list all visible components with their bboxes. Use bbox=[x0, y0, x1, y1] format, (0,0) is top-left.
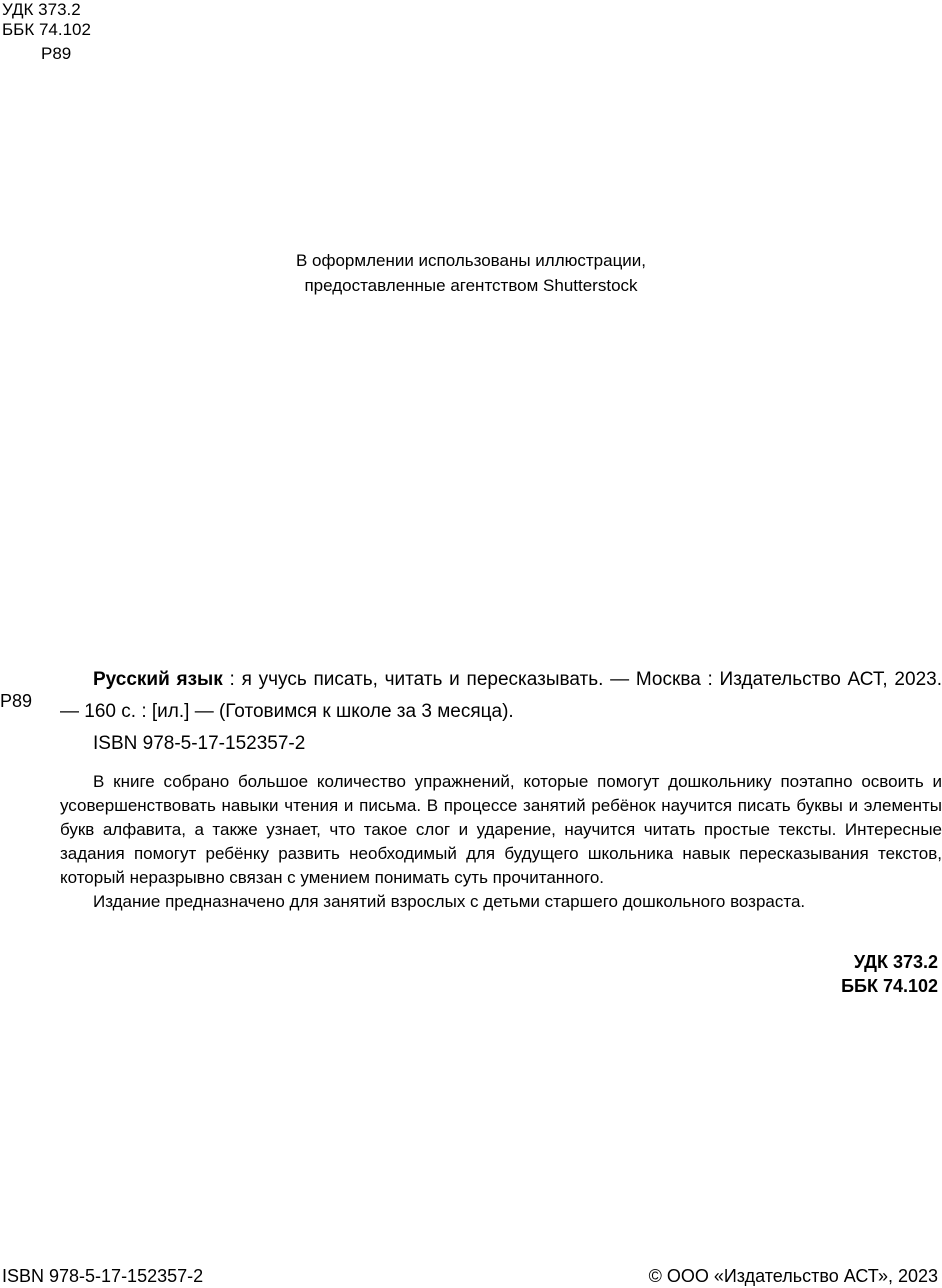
bibliographic-description bbox=[60, 664, 942, 728]
copyright-notice: © ООО «Издательство АСТ», 2023 bbox=[648, 1266, 938, 1286]
udk-code-bold: УДК 373.2 bbox=[853, 952, 938, 972]
book-annotation bbox=[60, 770, 942, 914]
illustration-credits bbox=[0, 248, 942, 298]
book-title: Русский язык bbox=[93, 669, 223, 690]
isbn-line: ISBN 978-5-17-152357-2 bbox=[93, 733, 306, 754]
bbk-code-bold: ББК 74.102 bbox=[841, 976, 938, 996]
bibliographic-record bbox=[60, 664, 942, 760]
udk-code: УДК 373.2 bbox=[2, 0, 81, 19]
credits-line-1: В оформлении использованы иллюстрации, bbox=[295, 251, 647, 270]
annotation-paragraph-1: В книге собрано большое количество упражнений, которые помогут дошкольнику поэтапно освоить и усовершенствовать навыки чтения и письма. В процессе занятий ребёнок научится писать буквы и элементы букв алфавита, а также узнает, что такое слог и ударение, научится читать простые тексты. Интересные задания помогут ребёнку развить необходимый для будущего школьника навык пересказывания текстов, который неразрывно связан с умением понимать суть прочитанного. bbox=[60, 772, 942, 887]
side-author-mark: Р89 bbox=[0, 691, 33, 711]
credits-line-2: предоставленные агентством Shutterstock bbox=[304, 276, 638, 295]
footer-isbn: ISBN 978-5-17-152357-2 bbox=[2, 1266, 204, 1286]
classification-codes bbox=[841, 950, 938, 998]
author-mark: Р89 bbox=[41, 44, 72, 63]
bbk-code: ББК 74.102 bbox=[2, 20, 91, 39]
annotation-paragraph-2: Издание предназначено для занятий взрослых с детьми старшего дошкольного возраста. bbox=[93, 892, 806, 911]
bibliographic-details: : я учусь писать, читать и пересказывать. — Москва : Издательство АСТ, 2023. — 160 с. : [ил.] — (Готовимся к школе за 3 месяца). bbox=[60, 669, 942, 722]
